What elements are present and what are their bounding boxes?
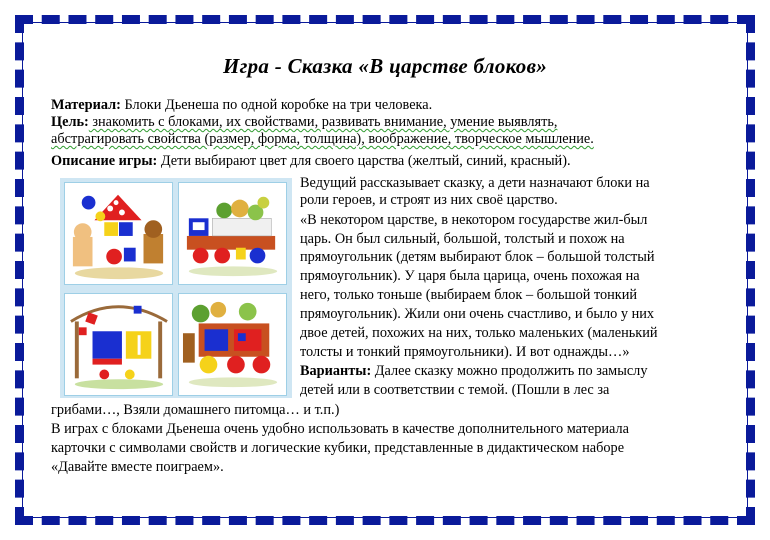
goal-line-2: абстрагировать свойства (размер, форма, толщина), воображение, творческое мышление. xyxy=(51,131,594,147)
variants-line-1 xyxy=(300,363,647,380)
description-line-9: прямоугольник). Жили они очень счастливо, и было у них xyxy=(300,306,655,322)
material-line xyxy=(51,97,432,114)
variants-text-1: Далее сказку можно продолжить по замыслу xyxy=(371,363,648,379)
illustration-panel xyxy=(60,178,292,398)
goal-line-1 xyxy=(51,114,557,131)
description-text-1: Дети выбирают цвет для своего царства (желтый, синий, красный). xyxy=(157,153,571,169)
page-title: Игра - Сказка «В царстве блоков» xyxy=(222,54,548,78)
goal-label: Цель: xyxy=(51,114,89,130)
closing-line-3: «Давайте вместе поиграем». xyxy=(51,459,224,475)
card-cart-picture xyxy=(178,293,287,396)
description-line-6: прямоугольник (детям выбирают блок – большой толстый xyxy=(300,249,655,265)
card-truck-picture xyxy=(178,182,287,285)
description-line-11: толсты и тонкий прямоугольники). И вот однажды…» xyxy=(300,344,630,360)
description-line-10: двое детей, похожих на них, только маленьких (маленький xyxy=(300,325,658,341)
description-line-8: него, только тоньше (выбираем блок – большой тонкий xyxy=(300,287,638,303)
description-line-3: роли героев, и строят из них своё царство. xyxy=(300,192,558,208)
material-text: Блоки Дьенеша по одной коробке на три человека. xyxy=(120,97,433,113)
card-house-picture xyxy=(64,293,173,396)
variants-label: Варианты: xyxy=(300,363,372,379)
card-castle-picture xyxy=(64,182,173,285)
description-line-5: царь. Он был сильный, большой, толстый и похож на xyxy=(300,231,625,247)
description-line-1 xyxy=(51,153,571,170)
material-label: Материал: xyxy=(51,97,121,113)
description-line-7: прямоугольник). У царя была царица, очень похожая на xyxy=(300,268,640,284)
description-line-4: «В некотором царстве, в некотором государстве жил-был xyxy=(300,212,648,228)
description-label: Описание игры: xyxy=(51,153,158,169)
closing-text-1: В играх с блоками Дьенеша очень удобно использовать в качестве дополнительного материала xyxy=(51,421,630,437)
variants-line-3: грибами…, Взяли домашнего питомца… и т.п.) xyxy=(51,402,340,418)
goal-text-1: знакомить с блоками, их свойствами, развивать внимание, умение выявлять, xyxy=(88,114,558,130)
variants-line-2: детей или в соответствии с темой. (Пошли в лес за xyxy=(300,382,610,398)
description-line-2: Ведущий рассказывает сказку, а дети назначают блоки на xyxy=(300,175,650,191)
closing-line-2: карточки с символами свойств и логические кубики, представленные в дидактическом наборе xyxy=(51,440,625,456)
closing-line-1 xyxy=(51,421,629,438)
